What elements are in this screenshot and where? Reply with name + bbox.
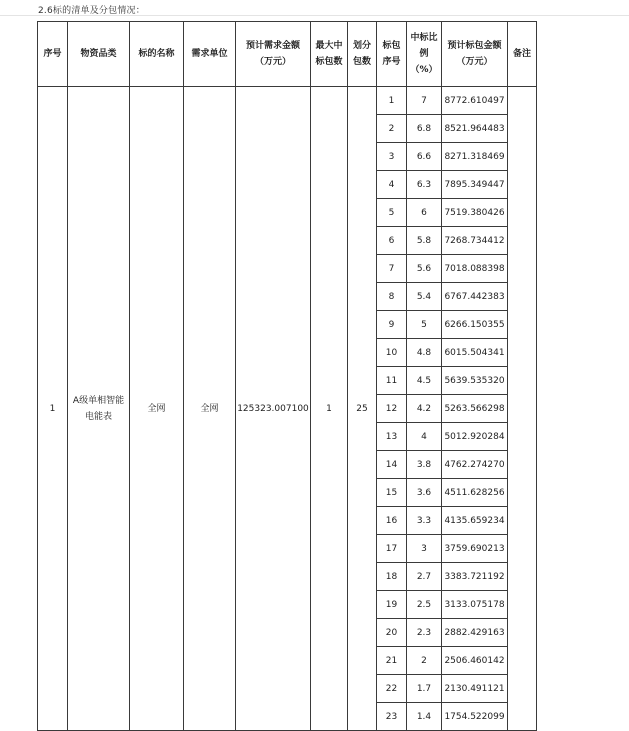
cell-pkg-amount: 8772.610497 (442, 87, 508, 115)
cell-pkg-amount: 7018.088398 (442, 255, 508, 283)
cell-ratio: 2 (407, 647, 442, 675)
cell-pkg-no: 2 (377, 115, 407, 143)
cell-ratio: 1.4 (407, 703, 442, 731)
header-pkg (377, 22, 407, 87)
cell-pkg-no: 6 (377, 227, 407, 255)
cell-pkg-no: 17 (377, 535, 407, 563)
cell-pkg-amount: 2506.460142 (442, 647, 508, 675)
cell-category (68, 87, 130, 731)
section-caption: 2.6标的清单及分包情况： (38, 6, 145, 16)
cell-ratio: 4.8 (407, 339, 442, 367)
cell-pkg-amount: 4762.274270 (442, 451, 508, 479)
header-maxwin (311, 22, 348, 87)
header-target (130, 22, 184, 87)
table-row (38, 87, 537, 115)
cell-seq: 1 (38, 87, 68, 731)
cell-ratio: 1.7 (407, 675, 442, 703)
cell-ratio: 2.7 (407, 563, 442, 591)
cell-pkg-no: 20 (377, 619, 407, 647)
cell-pkg-amount: 2882.429163 (442, 619, 508, 647)
cell-ratio: 6 (407, 199, 442, 227)
header-line: 包数 (352, 57, 371, 67)
cell-pkg-amount: 7519.380426 (442, 199, 508, 227)
header-line: 最大中 (315, 41, 343, 51)
cell-pkg-amount: 3383.721192 (442, 563, 508, 591)
cell-pkg-amount: 6266.150355 (442, 311, 508, 339)
cell-pkg-no: 9 (377, 311, 407, 339)
header-line: 划分 (352, 41, 371, 51)
cell-pkg-no: 23 (377, 703, 407, 731)
cell-ratio: 6.8 (407, 115, 442, 143)
header-ratio (407, 22, 442, 87)
cell-ratio: 3 (407, 535, 442, 563)
cell-pkg-amount: 4135.659234 (442, 507, 508, 535)
header-line: （%） (410, 65, 438, 75)
cell-pkg-no: 22 (377, 675, 407, 703)
header-remark (508, 22, 537, 87)
header-line: 预计标包金额 (447, 41, 502, 51)
cell-ratio: 3.6 (407, 479, 442, 507)
cell-maxwin: 1 (311, 87, 348, 731)
header-line: （万元） (254, 57, 291, 67)
top-divider (0, 15, 629, 16)
cell-pkg-amount: 7268.734412 (442, 227, 508, 255)
cell-pkg-amount: 1754.522099 (442, 703, 508, 731)
cell-target: 全网 (130, 87, 184, 731)
header-unit (184, 22, 236, 87)
cell-pkg-no: 8 (377, 283, 407, 311)
cell-ratio: 5.8 (407, 227, 442, 255)
cell-pkg-amount: 5012.920284 (442, 423, 508, 451)
cell-pkg-no: 11 (377, 367, 407, 395)
cell-pkg-no: 5 (377, 199, 407, 227)
cell-pkg-amount: 6015.504341 (442, 339, 508, 367)
cell-pkg-no: 12 (377, 395, 407, 423)
header-line: 标的名称 (138, 49, 175, 59)
cell-ratio: 4.2 (407, 395, 442, 423)
cell-unit: 全网 (184, 87, 236, 731)
cell-pkg-no: 21 (377, 647, 407, 675)
cell-ratio: 4.5 (407, 367, 442, 395)
cell-pkg-no: 1 (377, 87, 407, 115)
header-line: 标包数 (315, 57, 343, 67)
cell-category-line: 电能表 (84, 411, 112, 422)
header-pkgamount (442, 22, 508, 87)
header-category (68, 22, 130, 87)
package-table (37, 21, 537, 731)
cell-pkg-amount: 6767.442383 (442, 283, 508, 311)
cell-ratio: 3.3 (407, 507, 442, 535)
cell-ratio: 6.6 (407, 143, 442, 171)
header-seq (38, 22, 68, 87)
cell-ratio: 3.8 (407, 451, 442, 479)
header-line: 物资品类 (80, 49, 117, 59)
cell-ratio: 5.6 (407, 255, 442, 283)
cell-pkg-amount: 8271.318469 (442, 143, 508, 171)
header-line: 序号 (43, 49, 62, 59)
cell-pkg-amount: 5639.535320 (442, 367, 508, 395)
cell-ratio: 7 (407, 87, 442, 115)
cell-pkg-amount: 4511.628256 (442, 479, 508, 507)
header-amount (236, 22, 311, 87)
cell-pkg-no: 7 (377, 255, 407, 283)
header-line: （万元） (456, 57, 493, 67)
header-row (38, 22, 537, 87)
cell-pkg-no: 3 (377, 143, 407, 171)
cell-ratio: 2.5 (407, 591, 442, 619)
cell-pkg-amount: 8521.964483 (442, 115, 508, 143)
cell-remark (508, 87, 537, 731)
header-line: 标包 (382, 41, 401, 51)
header-split (348, 22, 377, 87)
cell-pkg-amount: 3759.690213 (442, 535, 508, 563)
cell-ratio: 5 (407, 311, 442, 339)
cell-pkg-amount: 3133.075178 (442, 591, 508, 619)
cell-ratio: 5.4 (407, 283, 442, 311)
cell-pkg-no: 16 (377, 507, 407, 535)
cell-pkg-amount: 2130.491121 (442, 675, 508, 703)
header-line: 序号 (382, 57, 401, 67)
header-line: 预计需求金额 (245, 41, 300, 51)
header-line: 例 (419, 49, 429, 59)
cell-pkg-no: 4 (377, 171, 407, 199)
cell-ratio: 4 (407, 423, 442, 451)
cell-pkg-no: 10 (377, 339, 407, 367)
header-line: 备注 (512, 49, 531, 59)
cell-pkg-no: 19 (377, 591, 407, 619)
cell-pkg-amount: 7895.349447 (442, 171, 508, 199)
cell-split: 25 (348, 87, 377, 731)
cell-pkg-amount: 5263.566298 (442, 395, 508, 423)
cell-ratio: 6.3 (407, 171, 442, 199)
cell-pkg-no: 15 (377, 479, 407, 507)
cell-pkg-no: 13 (377, 423, 407, 451)
cell-category-line: A级单相智能 (72, 395, 125, 406)
cell-amount: 125323.007100 (236, 87, 311, 731)
cell-pkg-no: 14 (377, 451, 407, 479)
cell-ratio: 2.3 (407, 619, 442, 647)
cell-pkg-no: 18 (377, 563, 407, 591)
header-line: 需求单位 (191, 49, 228, 59)
header-line: 中标比 (410, 33, 438, 43)
